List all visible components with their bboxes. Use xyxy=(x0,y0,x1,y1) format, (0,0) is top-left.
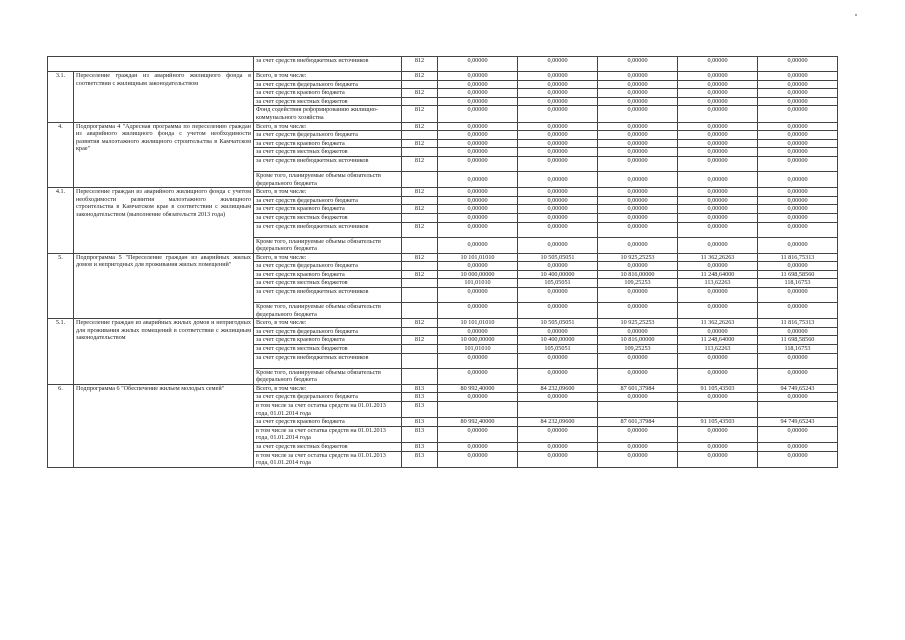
value-cell: 91 105,43503 xyxy=(678,384,758,393)
budget-code: 812 xyxy=(402,270,438,279)
budget-code: 813 xyxy=(402,418,438,427)
value-cell: 0,00000 xyxy=(598,262,678,271)
value-cell: 0,00000 xyxy=(438,303,518,319)
value-cell: 0,00000 xyxy=(438,205,518,214)
value-cell: 80 992,40000 xyxy=(438,418,518,427)
funding-source: Всего, в том числе: xyxy=(254,122,402,131)
table-row xyxy=(48,57,838,72)
value-cell: 10 816,00000 xyxy=(598,336,678,345)
value-cell: 0,00000 xyxy=(678,156,758,171)
item-title: Переселение граждан из аварийного жилищного фонда в соответствии с жилищным законодательством xyxy=(74,72,254,123)
value-cell: 0,00000 xyxy=(438,451,518,467)
value-cell: 0,00000 xyxy=(758,196,838,205)
value-cell: 0,00000 xyxy=(438,426,518,442)
value-cell: 0,00000 xyxy=(678,327,758,336)
table-row xyxy=(48,72,838,81)
budget-code xyxy=(402,213,438,222)
value-cell: 0,00000 xyxy=(598,89,678,98)
value-cell: 84 232,09600 xyxy=(518,418,598,427)
value-cell: 10 101,01010 xyxy=(438,253,518,262)
value-cell: 0,00000 xyxy=(678,205,758,214)
budget-code: 812 xyxy=(402,336,438,345)
value-cell: 10 000,00000 xyxy=(438,336,518,345)
value-cell: 0,00000 xyxy=(518,327,598,336)
value-cell: 94 749,65243 xyxy=(758,384,838,393)
value-cell: 0,00000 xyxy=(598,171,678,187)
value-cell: 87 601,37984 xyxy=(598,418,678,427)
budget-code: 812 xyxy=(402,156,438,171)
value-cell: 0,00000 xyxy=(678,288,758,303)
funding-source: за счет средств внебюджетных источников xyxy=(254,353,402,368)
table-row xyxy=(48,384,838,393)
funding-source: за счет средств федерального бюджета xyxy=(254,80,402,89)
value-cell: 0,00000 xyxy=(438,131,518,140)
value-cell: 0,00000 xyxy=(598,196,678,205)
value-cell: 0,00000 xyxy=(438,57,518,72)
value-cell: 0,00000 xyxy=(598,80,678,89)
value-cell: 0,00000 xyxy=(518,288,598,303)
value-cell: 0,00000 xyxy=(518,171,598,187)
value-cell: 0,00000 xyxy=(758,205,838,214)
value-cell: 0,00000 xyxy=(758,237,838,253)
value-cell: 0,00000 xyxy=(678,139,758,148)
budget-code xyxy=(402,171,438,187)
value-cell: 0,00000 xyxy=(438,148,518,157)
budget-code: 812 xyxy=(402,253,438,262)
value-cell: 11 698,58560 xyxy=(758,270,838,279)
value-cell: 0,00000 xyxy=(598,148,678,157)
value-cell: 0,00000 xyxy=(678,188,758,197)
value-cell: 0,00000 xyxy=(678,72,758,81)
value-cell: 0,00000 xyxy=(438,368,518,384)
value-cell: 0,00000 xyxy=(678,222,758,237)
value-cell: 10 400,00000 xyxy=(518,270,598,279)
value-cell: 0,00000 xyxy=(438,222,518,237)
budget-table xyxy=(47,56,838,468)
value-cell: 11 362,26263 xyxy=(678,253,758,262)
funding-source: за счет средств местных бюджетов xyxy=(254,279,402,288)
value-cell: 0,00000 xyxy=(678,171,758,187)
value-cell: 0,00000 xyxy=(438,97,518,106)
funding-source: за счет средств краевого бюджета xyxy=(254,336,402,345)
funding-source: за счет средств местных бюджетов xyxy=(254,213,402,222)
funding-source: за счет средств внебюджетных источников xyxy=(254,288,402,303)
funding-source: за счет средств краевого бюджета xyxy=(254,89,402,98)
value-cell: 0,00000 xyxy=(518,442,598,451)
item-number: 5. xyxy=(48,253,74,319)
budget-code xyxy=(402,303,438,319)
value-cell: 0,00000 xyxy=(678,368,758,384)
value-cell: 0,00000 xyxy=(758,327,838,336)
value-cell: 10 925,25253 xyxy=(598,319,678,328)
value-cell: 0,00000 xyxy=(438,106,518,122)
value-cell: 0,00000 xyxy=(518,148,598,157)
value-cell xyxy=(758,402,838,418)
value-cell: 10 400,00000 xyxy=(518,336,598,345)
value-cell: 0,00000 xyxy=(678,303,758,319)
value-cell: 0,00000 xyxy=(758,442,838,451)
value-cell: 0,00000 xyxy=(598,72,678,81)
value-cell: 0,00000 xyxy=(438,327,518,336)
item-number: 3.1. xyxy=(48,72,74,123)
value-cell: 0,00000 xyxy=(438,80,518,89)
value-cell: 10 925,25253 xyxy=(598,253,678,262)
funding-source: за счет средств краевого бюджета xyxy=(254,139,402,148)
item-number: 4.1. xyxy=(48,188,74,254)
value-cell: 0,00000 xyxy=(598,353,678,368)
value-cell: 0,00000 xyxy=(758,148,838,157)
value-cell: 0,00000 xyxy=(678,97,758,106)
value-cell: 0,00000 xyxy=(438,72,518,81)
item-title: Переселение граждан из аварийных жилых домов и непригодных для проживания жилых помещений в соответствии с жилищным законодательством xyxy=(74,319,254,385)
value-cell: 0,00000 xyxy=(678,80,758,89)
value-cell: 101,01010 xyxy=(438,279,518,288)
funding-source: Всего, в том числе: xyxy=(254,253,402,262)
value-cell: 10 505,05051 xyxy=(518,319,598,328)
empty-cell xyxy=(48,57,254,72)
value-cell: 0,00000 xyxy=(758,368,838,384)
value-cell: 0,00000 xyxy=(598,288,678,303)
budget-code: 812 xyxy=(402,106,438,122)
value-cell: 0,00000 xyxy=(518,106,598,122)
value-cell: 0,00000 xyxy=(758,57,838,72)
budget-code: 813 xyxy=(402,402,438,418)
funding-source: за счет средств местных бюджетов xyxy=(254,148,402,157)
value-cell: 0,00000 xyxy=(518,131,598,140)
value-cell: 0,00000 xyxy=(438,171,518,187)
value-cell: 113,62263 xyxy=(678,345,758,354)
budget-code xyxy=(402,131,438,140)
value-cell: 0,00000 xyxy=(758,353,838,368)
value-cell: 0,00000 xyxy=(518,237,598,253)
value-cell: 0,00000 xyxy=(518,196,598,205)
funding-source: за счет средств федерального бюджета xyxy=(254,196,402,205)
budget-code: 813 xyxy=(402,393,438,402)
budget-code: 813 xyxy=(402,426,438,442)
value-cell: 10 505,05051 xyxy=(518,253,598,262)
value-cell: 118,16753 xyxy=(758,345,838,354)
funding-source: в том числе за счет остатка средств на 01.01.2013 года, 01.01.2014 года xyxy=(254,402,402,418)
value-cell: 0,00000 xyxy=(598,188,678,197)
value-cell: 0,00000 xyxy=(518,188,598,197)
budget-code: 812 xyxy=(402,122,438,131)
value-cell: 11 816,75313 xyxy=(758,319,838,328)
value-cell: 0,00000 xyxy=(598,156,678,171)
value-cell: 10 101,01010 xyxy=(438,319,518,328)
value-cell: 0,00000 xyxy=(438,237,518,253)
value-cell: 0,00000 xyxy=(598,222,678,237)
value-cell: 84 232,09600 xyxy=(518,384,598,393)
value-cell: 0,00000 xyxy=(758,131,838,140)
value-cell: 0,00000 xyxy=(758,188,838,197)
value-cell: 0,00000 xyxy=(518,57,598,72)
item-title: Переселение граждан из аварийного жилищного фонда с учетом необходимости развития малоэтажного жилищного строительства в Камчатском крае в соответствии с жилищным законодательством (выполнение обязательств 2013 года) xyxy=(74,188,254,254)
value-cell: 0,00000 xyxy=(678,106,758,122)
value-cell: 0,00000 xyxy=(518,122,598,131)
value-cell: 118,16753 xyxy=(758,279,838,288)
value-cell: 0,00000 xyxy=(598,303,678,319)
value-cell: 0,00000 xyxy=(598,426,678,442)
funding-source: в том числе за счет остатка средств на 01.01.2013 года, 01.01.2014 года xyxy=(254,451,402,467)
funding-source: в том числе за счет остатка средств на 01.01.2013 года, 01.01.2014 года xyxy=(254,426,402,442)
budget-code: 813 xyxy=(402,384,438,393)
budget-code: 812 xyxy=(402,222,438,237)
funding-source: Фонд содействия реформированию жилищно-коммунального хозяйства xyxy=(254,106,402,122)
value-cell: 0,00000 xyxy=(678,122,758,131)
value-cell: 87 601,37984 xyxy=(598,384,678,393)
funding-source: за счет средств федерального бюджета xyxy=(254,327,402,336)
value-cell: 0,00000 xyxy=(758,451,838,467)
budget-code xyxy=(402,279,438,288)
value-cell: 0,00000 xyxy=(518,262,598,271)
funding-source: за счет средств внебюджетных источников xyxy=(254,57,402,72)
value-cell: 11 248,64000 xyxy=(678,270,758,279)
budget-code: 812 xyxy=(402,139,438,148)
value-cell: 0,00000 xyxy=(518,80,598,89)
value-cell: 0,00000 xyxy=(758,72,838,81)
value-cell: 0,00000 xyxy=(438,262,518,271)
value-cell: 0,00000 xyxy=(758,213,838,222)
funding-source: Всего, в том числе: xyxy=(254,72,402,81)
funding-source: Всего, в том числе: xyxy=(254,384,402,393)
budget-code: 812 xyxy=(402,72,438,81)
item-number: 6. xyxy=(48,384,74,467)
value-cell xyxy=(598,402,678,418)
value-cell: 101,01010 xyxy=(438,345,518,354)
value-cell: 0,00000 xyxy=(518,97,598,106)
funding-source: Кроме того, планируемые объемы обязательств федерального бюджета xyxy=(254,303,402,319)
funding-source: за счет средств внебюджетных источников xyxy=(254,222,402,237)
funding-source: за счет средств федерального бюджета xyxy=(254,131,402,140)
value-cell: 0,00000 xyxy=(438,288,518,303)
funding-source: за счет средств внебюджетных источников xyxy=(254,156,402,171)
value-cell: 0,00000 xyxy=(438,213,518,222)
item-title: Подпрограмма 6 "Обеспечение жильем молодых семей" xyxy=(74,384,254,467)
value-cell: 0,00000 xyxy=(598,106,678,122)
value-cell: 0,00000 xyxy=(598,327,678,336)
budget-code: 812 xyxy=(402,205,438,214)
value-cell: 0,00000 xyxy=(518,451,598,467)
value-cell: 109,25253 xyxy=(598,345,678,354)
budget-code xyxy=(402,80,438,89)
value-cell: 0,00000 xyxy=(758,122,838,131)
value-cell: 0,00000 xyxy=(438,89,518,98)
value-cell: 0,00000 xyxy=(518,205,598,214)
budget-code: 813 xyxy=(402,451,438,467)
value-cell: 0,00000 xyxy=(758,288,838,303)
value-cell: 0,00000 xyxy=(678,393,758,402)
value-cell: 0,00000 xyxy=(438,353,518,368)
item-title: Подпрограмма 4 "Адресная программа по переселению граждан из аварийного жилищного фонда с учетом необходимости развития малоэтажного жилищного строительства в Камчатском крае" xyxy=(74,122,254,188)
value-cell: 0,00000 xyxy=(518,222,598,237)
item-number: 5.1. xyxy=(48,319,74,385)
funding-source: за счет средств местных бюджетов xyxy=(254,97,402,106)
funding-source: за счет средств краевого бюджета xyxy=(254,418,402,427)
value-cell: 0,00000 xyxy=(518,156,598,171)
value-cell: 0,00000 xyxy=(598,368,678,384)
value-cell: 0,00000 xyxy=(518,393,598,402)
budget-code xyxy=(402,345,438,354)
value-cell: 10 816,00000 xyxy=(598,270,678,279)
value-cell: 0,00000 xyxy=(438,442,518,451)
value-cell: 0,00000 xyxy=(438,139,518,148)
value-cell: 0,00000 xyxy=(438,196,518,205)
table-row xyxy=(48,188,838,197)
value-cell: 0,00000 xyxy=(758,97,838,106)
value-cell: 0,00000 xyxy=(598,122,678,131)
value-cell: 0,00000 xyxy=(678,148,758,157)
value-cell: 0,00000 xyxy=(438,122,518,131)
value-cell: 0,00000 xyxy=(598,451,678,467)
value-cell: 11 248,64000 xyxy=(678,336,758,345)
value-cell: 0,00000 xyxy=(678,89,758,98)
budget-code: 812 xyxy=(402,319,438,328)
item-number: 4. xyxy=(48,122,74,188)
value-cell: 0,00000 xyxy=(758,222,838,237)
funding-source: за счет средств федерального бюджета xyxy=(254,393,402,402)
value-cell: 105,05051 xyxy=(518,345,598,354)
value-cell: 11 698,58560 xyxy=(758,336,838,345)
value-cell: 0,00000 xyxy=(598,97,678,106)
funding-source: за счет средств местных бюджетов xyxy=(254,345,402,354)
funding-source: за счет средств краевого бюджета xyxy=(254,205,402,214)
value-cell xyxy=(678,402,758,418)
budget-code xyxy=(402,327,438,336)
value-cell: 0,00000 xyxy=(678,237,758,253)
budget-code: 812 xyxy=(402,188,438,197)
value-cell: 0,00000 xyxy=(518,303,598,319)
value-cell: 0,00000 xyxy=(678,262,758,271)
value-cell: 0,00000 xyxy=(758,139,838,148)
value-cell: 0,00000 xyxy=(438,393,518,402)
budget-code xyxy=(402,368,438,384)
value-cell: 0,00000 xyxy=(438,188,518,197)
funding-source: за счет средств федерального бюджета xyxy=(254,262,402,271)
value-cell: 0,00000 xyxy=(598,393,678,402)
budget-code xyxy=(402,148,438,157)
value-cell: 0,00000 xyxy=(758,393,838,402)
budget-code xyxy=(402,196,438,205)
value-cell: 0,00000 xyxy=(678,196,758,205)
value-cell: 0,00000 xyxy=(438,156,518,171)
value-cell: 0,00000 xyxy=(758,262,838,271)
funding-source: Всего, в том числе: xyxy=(254,188,402,197)
value-cell: 0,00000 xyxy=(758,303,838,319)
value-cell xyxy=(518,402,598,418)
value-cell: 0,00000 xyxy=(598,237,678,253)
value-cell: 94 749,65243 xyxy=(758,418,838,427)
value-cell: 0,00000 xyxy=(518,368,598,384)
value-cell: 10 000,00000 xyxy=(438,270,518,279)
budget-code xyxy=(402,288,438,303)
value-cell: 0,00000 xyxy=(758,89,838,98)
funding-source: Кроме того, планируемые объемы обязательств федерального бюджета xyxy=(254,237,402,253)
value-cell: 0,00000 xyxy=(598,57,678,72)
table-row xyxy=(48,122,838,131)
budget-code xyxy=(402,353,438,368)
budget-code: 813 xyxy=(402,442,438,451)
value-cell: 0,00000 xyxy=(758,80,838,89)
budget-code xyxy=(402,237,438,253)
value-cell: 0,00000 xyxy=(518,353,598,368)
value-cell: 11 362,26263 xyxy=(678,319,758,328)
value-cell: 80 992,40000 xyxy=(438,384,518,393)
value-cell: 0,00000 xyxy=(598,139,678,148)
table-row xyxy=(48,253,838,262)
value-cell: 11 816,75313 xyxy=(758,253,838,262)
value-cell: 0,00000 xyxy=(598,205,678,214)
value-cell: 0,00000 xyxy=(678,442,758,451)
value-cell: 113,62263 xyxy=(678,279,758,288)
value-cell: 105,05051 xyxy=(518,279,598,288)
value-cell: 0,00000 xyxy=(518,72,598,81)
value-cell: 0,00000 xyxy=(518,213,598,222)
scan-speck xyxy=(855,14,857,16)
value-cell: 0,00000 xyxy=(518,139,598,148)
funding-source: за счет средств местных бюджетов xyxy=(254,442,402,451)
funding-source: Всего, в том числе: xyxy=(254,319,402,328)
value-cell: 0,00000 xyxy=(678,57,758,72)
value-cell: 0,00000 xyxy=(758,171,838,187)
value-cell: 0,00000 xyxy=(598,213,678,222)
value-cell: 0,00000 xyxy=(678,451,758,467)
value-cell: 0,00000 xyxy=(598,131,678,140)
budget-code xyxy=(402,97,438,106)
value-cell: 0,00000 xyxy=(518,89,598,98)
value-cell: 0,00000 xyxy=(758,156,838,171)
funding-source: Кроме того, планируемые объемы обязательств федерального бюджета xyxy=(254,171,402,187)
value-cell: 91 105,43503 xyxy=(678,418,758,427)
value-cell: 0,00000 xyxy=(678,131,758,140)
budget-code: 812 xyxy=(402,57,438,72)
funding-source: Кроме того, планируемые объемы обязательств федерального бюджета xyxy=(254,368,402,384)
value-cell: 109,25253 xyxy=(598,279,678,288)
value-cell: 0,00000 xyxy=(678,353,758,368)
value-cell: 0,00000 xyxy=(758,426,838,442)
value-cell: 0,00000 xyxy=(598,442,678,451)
value-cell xyxy=(438,402,518,418)
value-cell: 0,00000 xyxy=(518,426,598,442)
value-cell: 0,00000 xyxy=(678,426,758,442)
table-row xyxy=(48,319,838,328)
item-title: Подпрограмма 5 "Переселение граждан из аварийных жилых домов и непригодных для проживания жилых помещений" xyxy=(74,253,254,319)
budget-code: 812 xyxy=(402,89,438,98)
value-cell: 0,00000 xyxy=(758,106,838,122)
budget-code xyxy=(402,262,438,271)
value-cell: 0,00000 xyxy=(678,213,758,222)
funding-source: за счет средств краевого бюджета xyxy=(254,270,402,279)
